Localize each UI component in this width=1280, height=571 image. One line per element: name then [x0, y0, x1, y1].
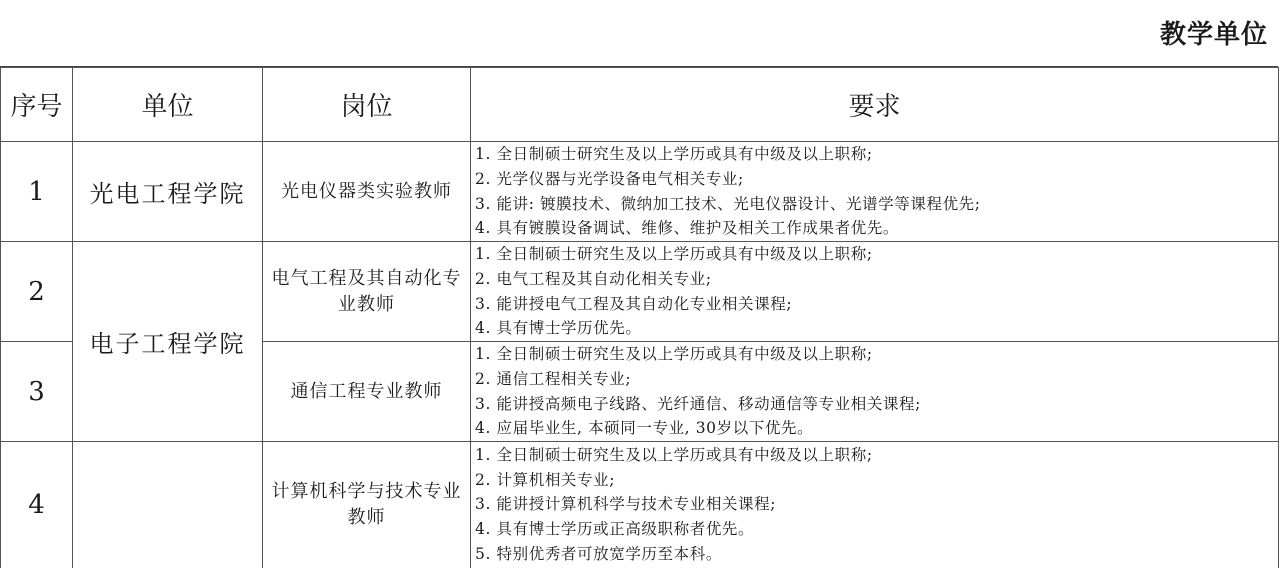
post-cell — [263, 242, 471, 342]
table-row — [1, 142, 1279, 242]
requirement-line: 3. 能讲: 镀膜技术、微纳加工技术、光电仪器设计、光谱学等课程优先; — [475, 194, 981, 213]
recruitment-table — [0, 67, 1279, 568]
table-row — [1, 442, 1279, 568]
header-no: 序号 — [1, 68, 73, 142]
header-post: 岗位 — [263, 68, 471, 142]
post-cell — [263, 442, 471, 568]
requirements-cell — [471, 142, 1279, 242]
header-requirements: 要求 — [471, 68, 1279, 142]
requirement-line: 2. 电气工程及其自动化相关专业; — [475, 269, 712, 288]
requirements-cell — [471, 442, 1279, 568]
row-number: 1 — [1, 142, 73, 242]
requirement-line: 2. 计算机相关专业; — [475, 470, 616, 489]
header-row — [1, 68, 1279, 142]
requirement-line: 2. 光学仪器与光学设备电气相关专业; — [475, 169, 744, 188]
requirement-line: 4. 具有博士学历或正高级职称者优先。 — [475, 520, 755, 539]
requirement-line: 3. 能讲授计算机科学与技术专业相关课程; — [475, 495, 777, 514]
row-number: 3 — [1, 342, 73, 442]
unit-cell — [73, 442, 263, 568]
unit-cell: 光电工程学院 — [73, 142, 263, 242]
requirements-cell — [471, 242, 1279, 342]
post-label: 电气工程及其自动化专业教师 — [271, 267, 462, 315]
requirement-line: 1. 全日制硕士研究生及以上学历或具有中级及以上职称; — [475, 245, 873, 264]
requirement-line: 1. 全日制硕士研究生及以上学历或具有中级及以上职称; — [475, 345, 873, 364]
header-unit: 单位 — [73, 68, 263, 142]
post-label: 计算机科学与技术专业教师 — [271, 480, 462, 528]
requirement-line: 4. 应届毕业生, 本硕同一专业, 30岁以下优先。 — [475, 419, 814, 438]
requirement-line: 1. 全日制硕士研究生及以上学历或具有中级及以上职称; — [475, 145, 873, 164]
row-number: 4 — [1, 442, 73, 568]
table-row — [1, 242, 1279, 342]
post-cell: 通信工程专业教师 — [263, 342, 471, 442]
row-number: 2 — [1, 242, 73, 342]
requirement-line: 4. 具有博士学历优先。 — [475, 319, 642, 338]
post-cell: 光电仪器类实验教师 — [263, 142, 471, 242]
requirement-line: 3. 能讲授高频电子线路、光纤通信、移动通信等专业相关课程; — [475, 394, 921, 413]
requirements-cell — [471, 342, 1279, 442]
requirement-line: 2. 通信工程相关专业; — [475, 369, 632, 388]
requirement-line: 4. 具有镀膜设备调试、维修、维护及相关工作成果者优先。 — [475, 219, 900, 238]
requirement-line: 5. 特别优秀者可放宽学历至本科。 — [475, 544, 722, 563]
unit-cell: 电子工程学院 — [73, 242, 263, 442]
requirement-line: 3. 能讲授电气工程及其自动化专业相关课程; — [475, 294, 793, 313]
page-title: 教学单位 — [1159, 20, 1268, 50]
requirement-line: 1. 全日制硕士研究生及以上学历或具有中级及以上职称; — [475, 446, 873, 465]
